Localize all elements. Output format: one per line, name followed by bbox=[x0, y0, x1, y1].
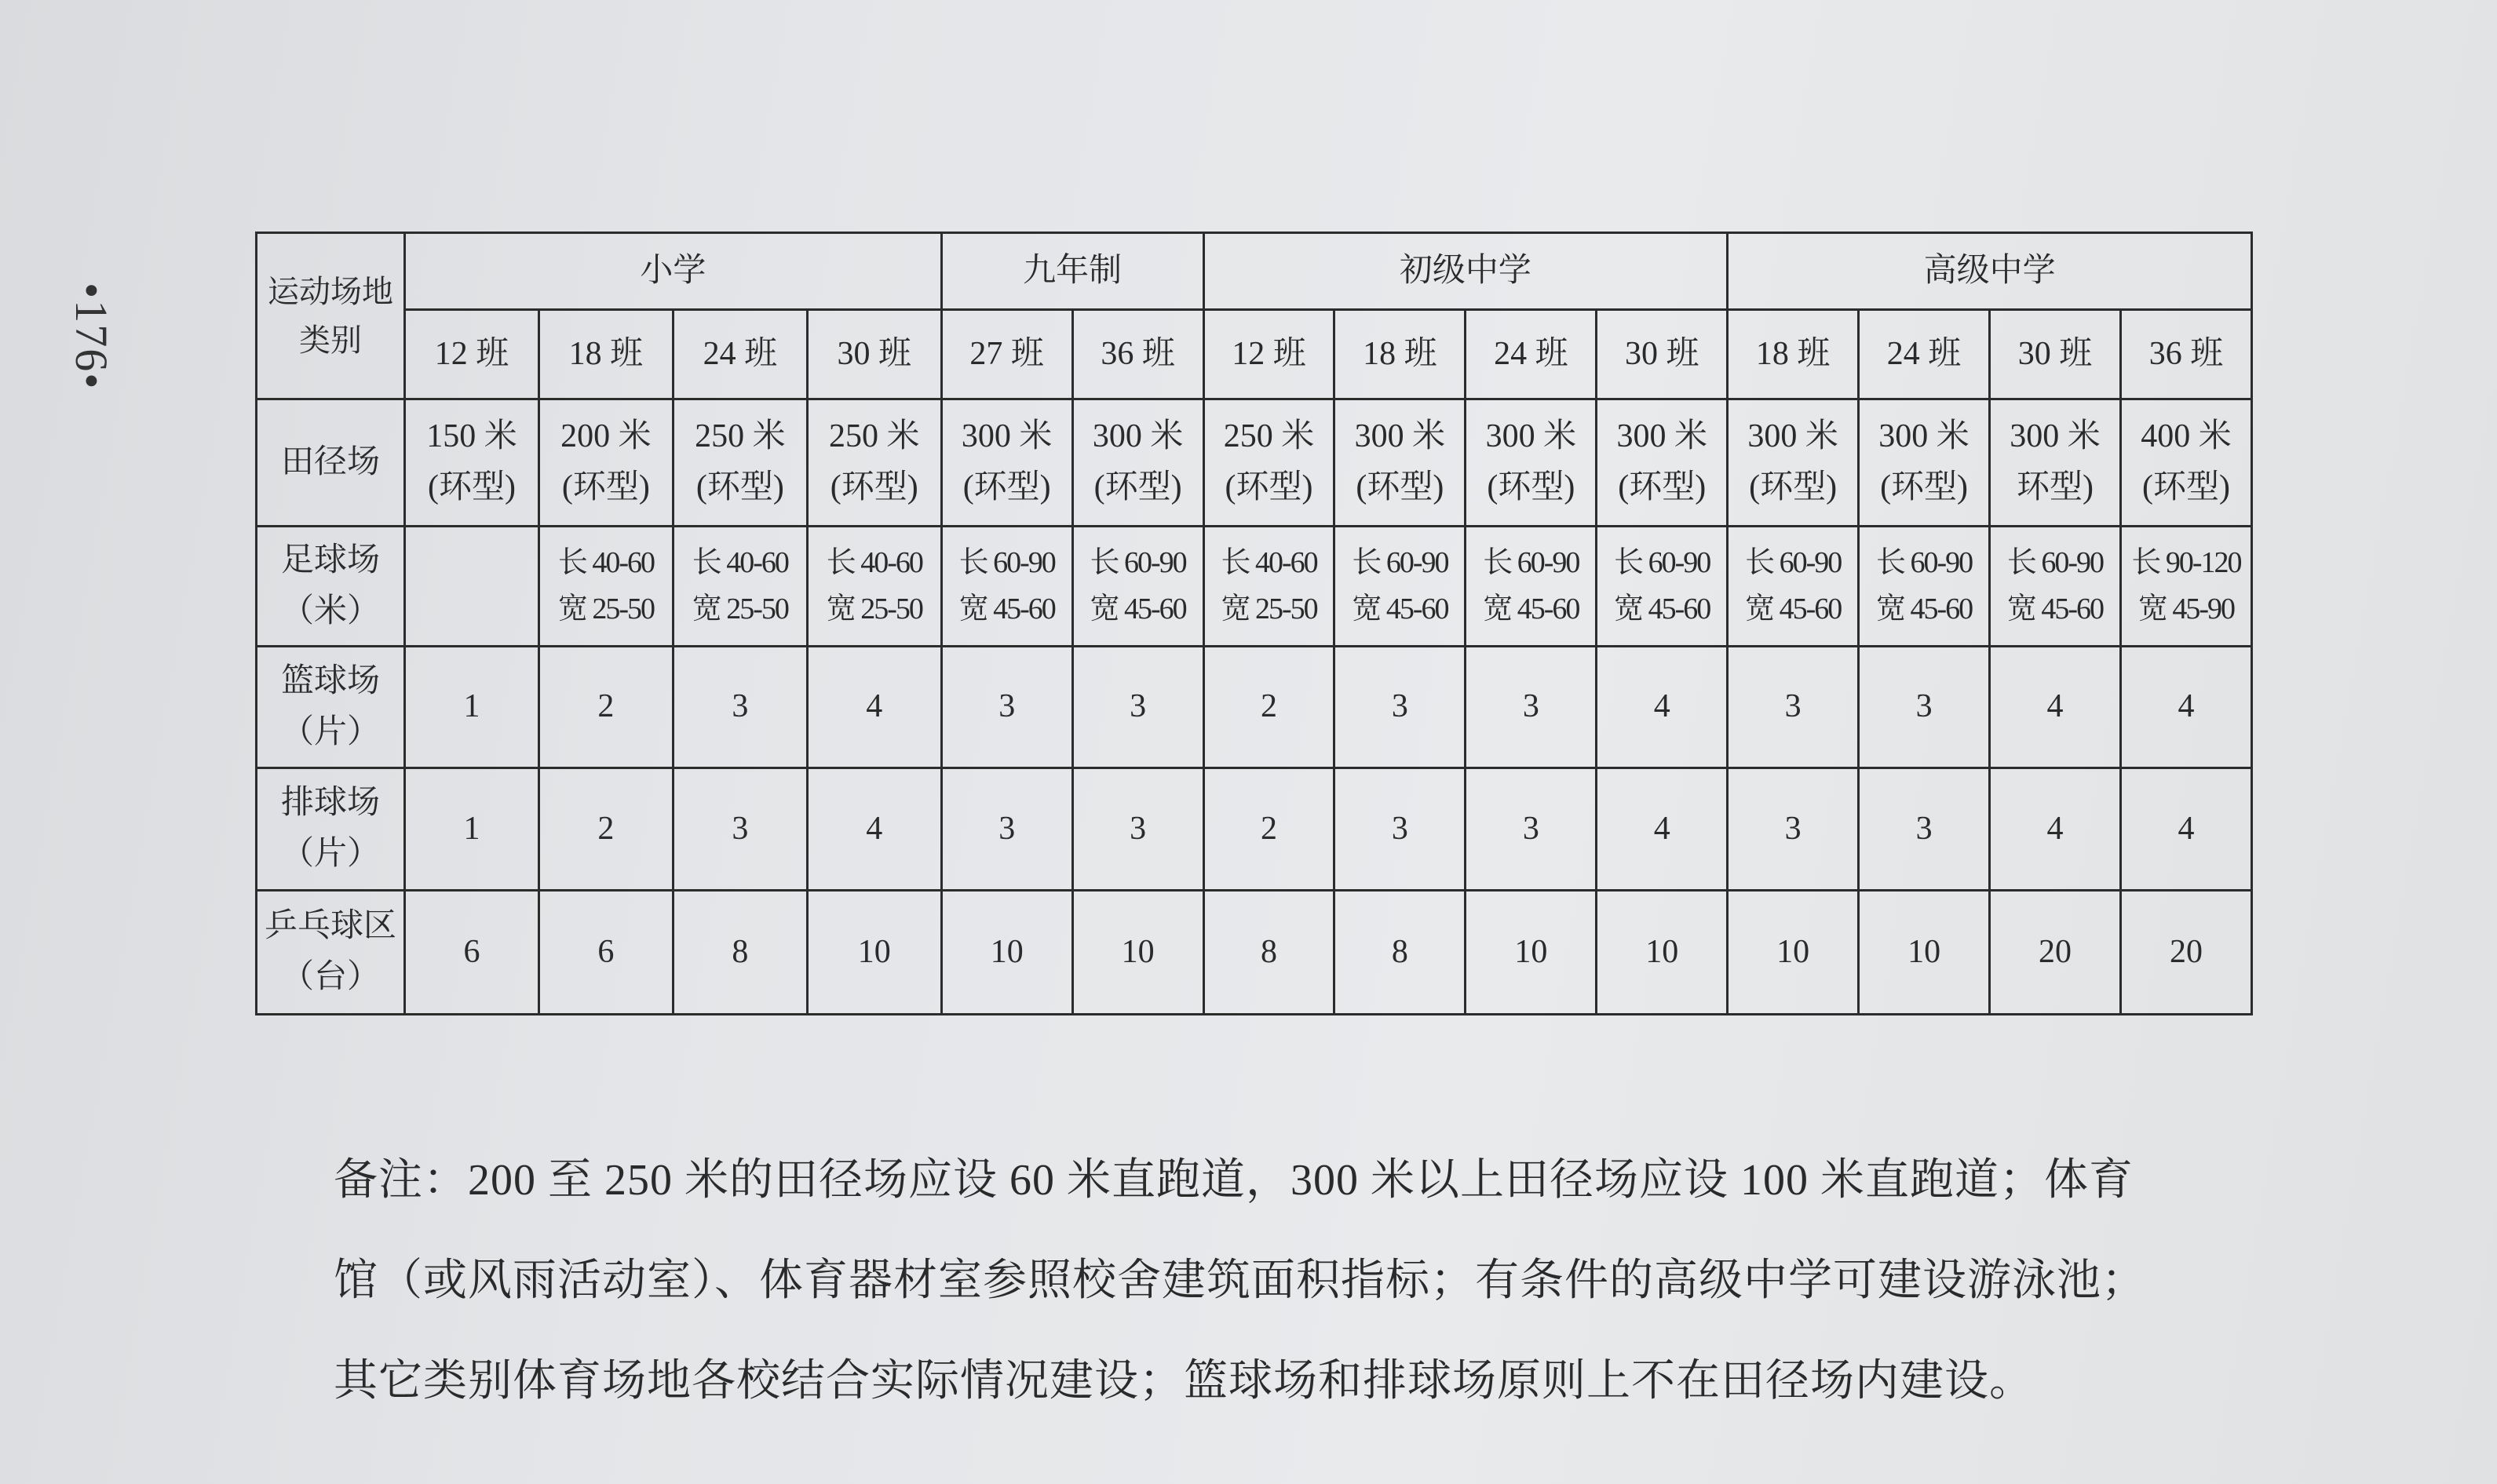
school-type-header: 高级中学 bbox=[1728, 233, 2252, 310]
table-cell: 4 bbox=[1990, 768, 2121, 890]
table-cell: 长 60-90 宽 45-60 bbox=[1728, 526, 1859, 646]
row-category-label: 篮球场 （片） bbox=[257, 646, 405, 768]
table-cell: 3 bbox=[1072, 646, 1203, 768]
class-count-header: 30 班 bbox=[1597, 310, 1728, 399]
class-count-header: 30 班 bbox=[807, 310, 941, 399]
row-category-label: 田径场 bbox=[257, 399, 405, 527]
row-category-label: 排球场 （片） bbox=[257, 768, 405, 890]
table-row bbox=[257, 768, 2252, 890]
table-cell: 300 米 (环型) bbox=[1859, 399, 1990, 527]
table-cell: 长 40-60 宽 25-50 bbox=[673, 526, 807, 646]
row-category-label: 足球场 （米） bbox=[257, 526, 405, 646]
table-cell bbox=[405, 526, 539, 646]
table-cell: 长 60-90 宽 45-60 bbox=[1597, 526, 1728, 646]
table-cell: 3 bbox=[1728, 768, 1859, 890]
table-cell: 200 米 (环型) bbox=[538, 399, 673, 527]
table-cell: 10 bbox=[941, 890, 1072, 1014]
table-cell: 150 米 (环型) bbox=[405, 399, 539, 527]
class-count-header: 18 班 bbox=[538, 310, 673, 399]
table-cell: 长 90-120 宽 45-90 bbox=[2120, 526, 2251, 646]
table-cell: 10 bbox=[1728, 890, 1859, 1014]
table-row bbox=[257, 399, 2252, 527]
table-cell: 300 米 (环型) bbox=[941, 399, 1072, 527]
table-cell: 长 60-90 宽 45-60 bbox=[941, 526, 1072, 646]
class-count-header: 36 班 bbox=[2120, 310, 2251, 399]
table-cell: 10 bbox=[1466, 890, 1597, 1014]
table-cell: 1 bbox=[405, 768, 539, 890]
table-cell: 4 bbox=[1597, 768, 1728, 890]
table-cell: 1 bbox=[405, 646, 539, 768]
table-cell: 4 bbox=[2120, 768, 2251, 890]
school-type-header: 九年制 bbox=[941, 233, 1203, 310]
table-cell: 10 bbox=[1072, 890, 1203, 1014]
class-count-header: 18 班 bbox=[1334, 310, 1466, 399]
table-cell: 20 bbox=[2120, 890, 2251, 1014]
table-cell: 长 60-90 宽 45-60 bbox=[1466, 526, 1597, 646]
table-cell: 3 bbox=[1334, 646, 1466, 768]
class-count-header: 30 班 bbox=[1990, 310, 2121, 399]
table-cell: 3 bbox=[1859, 768, 1990, 890]
table-note: 备注：200 至 250 米的田径场应设 60 米直跑道，300 米以上田径场应设 100 米直跑道；体育馆（或风雨活动室）、体育器材室参照校舍建筑面积指标；有条件的高级中学可建设游泳池；其它类别体育场地各校结合实际情况建设；篮球场和排球场原则上不在田径场内建设。 bbox=[334, 1156, 2146, 1406]
table-row bbox=[257, 646, 2252, 768]
table-cell: 300 米 (环型) bbox=[1072, 399, 1203, 527]
table-cell: 250 米 (环型) bbox=[1203, 399, 1334, 527]
table-cell: 3 bbox=[1859, 646, 1990, 768]
table-cell: 3 bbox=[1728, 646, 1859, 768]
table-cell: 4 bbox=[807, 646, 941, 768]
class-count-header: 12 班 bbox=[1203, 310, 1334, 399]
row-category-label: 乒乓球区 （台） bbox=[257, 890, 405, 1014]
table-cell: 6 bbox=[405, 890, 539, 1014]
table-cell: 10 bbox=[807, 890, 941, 1014]
class-count-header: 24 班 bbox=[1859, 310, 1990, 399]
table-cell: 长 60-90 宽 45-60 bbox=[1334, 526, 1466, 646]
table-cell: 6 bbox=[538, 890, 673, 1014]
school-type-header: 初级中学 bbox=[1203, 233, 1728, 310]
table-cell: 4 bbox=[2120, 646, 2251, 768]
table-cell: 3 bbox=[1334, 768, 1466, 890]
table-cell: 长 40-60 宽 25-50 bbox=[807, 526, 941, 646]
table-cell: 400 米 (环型) bbox=[2120, 399, 2251, 527]
table-cell: 8 bbox=[1203, 890, 1334, 1014]
table-cell: 4 bbox=[1990, 646, 2121, 768]
table-cell: 3 bbox=[1466, 646, 1597, 768]
table-cell: 长 60-90 宽 45-60 bbox=[1859, 526, 1990, 646]
table-cell: 10 bbox=[1859, 890, 1990, 1014]
table-cell: 长 40-60 宽 25-50 bbox=[1203, 526, 1334, 646]
page-number: •176• bbox=[66, 283, 117, 391]
table-cell: 10 bbox=[1597, 890, 1728, 1014]
table-cell: 2 bbox=[538, 646, 673, 768]
table-cell: 3 bbox=[673, 646, 807, 768]
table-cell: 2 bbox=[1203, 646, 1334, 768]
table-cell: 250 米 (环型) bbox=[673, 399, 807, 527]
table-cell: 4 bbox=[807, 768, 941, 890]
table-cell: 长 60-90 宽 45-60 bbox=[1990, 526, 2121, 646]
table-cell: 3 bbox=[941, 768, 1072, 890]
table-cell: 8 bbox=[1334, 890, 1466, 1014]
table-cell: 300 米 (环型) bbox=[1466, 399, 1597, 527]
table-cell: 300 米 (环型) bbox=[1728, 399, 1859, 527]
table-cell: 300 米 (环型) bbox=[1334, 399, 1466, 527]
table-cell: 长 60-90 宽 45-60 bbox=[1072, 526, 1203, 646]
table-cell: 3 bbox=[673, 768, 807, 890]
table-cell: 8 bbox=[673, 890, 807, 1014]
class-count-header: 36 班 bbox=[1072, 310, 1203, 399]
class-count-header: 27 班 bbox=[941, 310, 1072, 399]
table-cell: 2 bbox=[1203, 768, 1334, 890]
table-cell: 250 米 (环型) bbox=[807, 399, 941, 527]
table-corner-header: 运动场地 类别 bbox=[257, 233, 405, 399]
class-count-header: 12 班 bbox=[405, 310, 539, 399]
table-cell: 300 米 (环型) bbox=[1597, 399, 1728, 527]
class-count-header: 18 班 bbox=[1728, 310, 1859, 399]
table-row bbox=[257, 890, 2252, 1014]
table-cell: 3 bbox=[1466, 768, 1597, 890]
table-cell: 300 米 环型) bbox=[1990, 399, 2121, 527]
class-count-header: 24 班 bbox=[1466, 310, 1597, 399]
table-row bbox=[257, 526, 2252, 646]
facility-standards-table bbox=[255, 232, 2253, 1015]
table-cell: 2 bbox=[538, 768, 673, 890]
table-cell: 20 bbox=[1990, 890, 2121, 1014]
table-cell: 长 40-60 宽 25-50 bbox=[538, 526, 673, 646]
table-cell: 4 bbox=[1597, 646, 1728, 768]
school-type-header: 小学 bbox=[405, 233, 942, 310]
table-cell: 3 bbox=[941, 646, 1072, 768]
class-count-header: 24 班 bbox=[673, 310, 807, 399]
table-cell: 3 bbox=[1072, 768, 1203, 890]
